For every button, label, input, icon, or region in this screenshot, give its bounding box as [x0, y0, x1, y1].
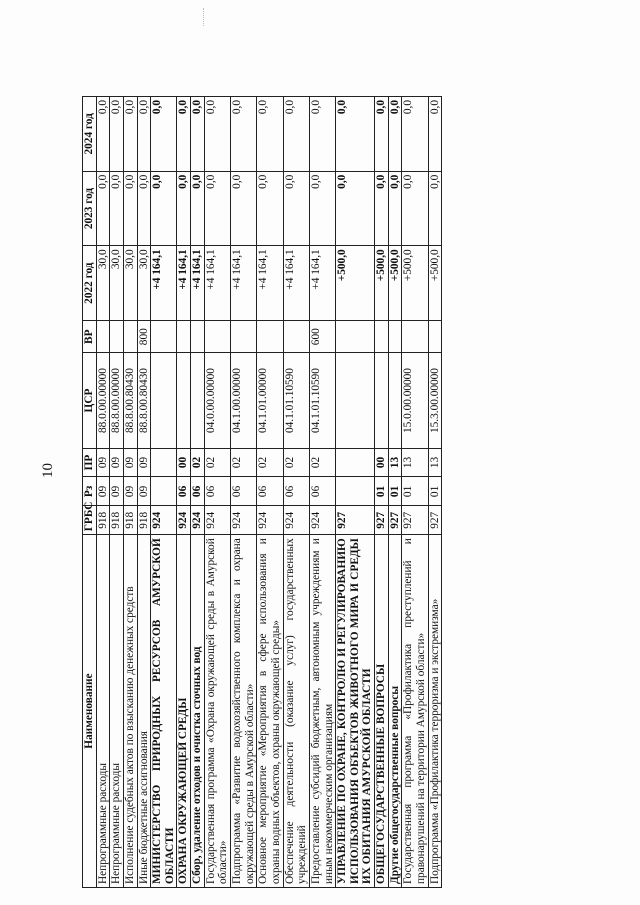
cell-2023: 0,0: [123, 171, 137, 246]
cell-rz: 01: [375, 477, 389, 506]
cell-2022: +500,0: [375, 246, 389, 321]
cell-name: ОБЩЕГОСУДАРСТВЕННЫЕ ВОПРОСЫ: [375, 535, 389, 888]
cell-2023: 0,0: [137, 171, 151, 246]
cell-2022: +4 164,1: [257, 246, 283, 321]
cell-vr: 800: [137, 320, 151, 353]
cell-grbs: 918: [137, 506, 151, 535]
cell-2022: +500,0: [388, 246, 402, 321]
cell-rz: [151, 477, 177, 506]
cell-pr: 02: [257, 448, 283, 477]
cell-2023: 0,0: [110, 171, 124, 246]
cell-grbs: 924: [309, 506, 335, 535]
cell-2024: 0,0: [123, 97, 137, 172]
cell-2024: 0,0: [110, 97, 124, 172]
cell-2022: +4 164,1: [191, 246, 205, 321]
cell-rz: 06: [283, 477, 309, 506]
table-row: [375, 97, 389, 888]
table-row: [283, 97, 309, 888]
cell-2022: +500,0: [402, 246, 428, 321]
cell-2023: 0,0: [177, 171, 191, 246]
cell-name: Государственная программа «Профилактика преступлений и правонарушений на территории Амурской области»: [402, 535, 428, 888]
cell-2023: 0,0: [336, 171, 375, 246]
cell-rz: 06: [177, 477, 191, 506]
table-row: [137, 97, 151, 888]
cell-name: Основное мероприятие «Мероприятия в сфере использования и охраны водных объектов, охраны окружающей среды»: [257, 535, 283, 888]
table-body: [96, 97, 442, 888]
cell-rz: 06: [257, 477, 283, 506]
cell-2023: 0,0: [191, 171, 205, 246]
cell-pr: 00: [177, 448, 191, 477]
table-row: [177, 97, 191, 888]
cell-2022: +4 164,1: [177, 246, 191, 321]
cell-pr: 13: [402, 448, 428, 477]
cell-2024: 0,0: [257, 97, 283, 172]
table-row: [428, 97, 442, 888]
cell-grbs: 918: [123, 506, 137, 535]
cell-2023: 0,0: [375, 171, 389, 246]
cell-pr: 13: [388, 448, 402, 477]
cell-vr: [151, 320, 177, 353]
cell-pr: 09: [110, 448, 124, 477]
cell-2024: 0,0: [428, 97, 442, 172]
cell-csr: 04.1.01.00000: [257, 353, 283, 448]
cell-vr: [177, 320, 191, 353]
cell-2024: 0,0: [177, 97, 191, 172]
cell-csr: 88.8.00.00000: [110, 353, 124, 448]
header-rz: Рз: [83, 477, 97, 506]
cell-rz: 09: [110, 477, 124, 506]
cell-name: ОХРАНА ОКРУЖАЮЩЕЙ СРЕДЫ: [177, 535, 191, 888]
cell-csr: [151, 353, 177, 448]
cell-name: Исполнение судебных актов по взысканию денежных средств: [123, 535, 137, 888]
cell-2023: 0,0: [388, 171, 402, 246]
cell-csr: 04.1.01.10590: [283, 353, 309, 448]
cell-2022: 30,0: [137, 246, 151, 321]
cell-grbs: 924: [257, 506, 283, 535]
cell-vr: [257, 320, 283, 353]
cell-vr: [388, 320, 402, 353]
cell-2022: 30,0: [96, 246, 110, 321]
table-row: [123, 97, 137, 888]
cell-vr: 600: [309, 320, 335, 353]
cell-vr: [375, 320, 389, 353]
table-row: [151, 97, 177, 888]
cell-rz: 06: [191, 477, 205, 506]
budget-table: [82, 96, 442, 888]
table-row: [257, 97, 283, 888]
cell-2023: 0,0: [428, 171, 442, 246]
cell-2024: 0,0: [191, 97, 205, 172]
cell-csr: [375, 353, 389, 448]
cell-pr: [336, 448, 375, 477]
cell-2022: +4 164,1: [309, 246, 335, 321]
cell-vr: [204, 320, 230, 353]
cell-csr: [336, 353, 375, 448]
cell-name: Другие общегосударственные вопросы: [388, 535, 402, 888]
cell-2024: 0,0: [231, 97, 257, 172]
cell-grbs: 924: [204, 506, 230, 535]
cell-grbs: 927: [388, 506, 402, 535]
cell-vr: [110, 320, 124, 353]
cell-grbs: 918: [96, 506, 110, 535]
table-row: [191, 97, 205, 888]
cell-2022: +500,0: [428, 246, 442, 321]
cell-2023: 0,0: [283, 171, 309, 246]
cell-grbs: 918: [110, 506, 124, 535]
cell-2023: 0,0: [204, 171, 230, 246]
cell-2023: 0,0: [309, 171, 335, 246]
header-2023: 2023 год: [83, 171, 97, 246]
cell-rz: 01: [402, 477, 428, 506]
cell-name: Сбор, удаление отходов и очистка сточных вод: [191, 535, 205, 888]
cell-2024: 0,0: [375, 97, 389, 172]
cell-grbs: 924: [231, 506, 257, 535]
cell-csr: 04.0.00.00000: [204, 353, 230, 448]
cell-vr: [402, 320, 428, 353]
cell-pr: 02: [204, 448, 230, 477]
cell-2022: 30,0: [110, 246, 124, 321]
cell-2024: 0,0: [204, 97, 230, 172]
table-row: [402, 97, 428, 888]
cell-2022: +4 164,1: [231, 246, 257, 321]
cell-grbs: 927: [428, 506, 442, 535]
cell-rz: 06: [309, 477, 335, 506]
cell-rz: 01: [428, 477, 442, 506]
rotated-table-container: [82, 96, 442, 888]
cell-2022: +4 164,1: [204, 246, 230, 321]
cell-name: Предоставление субсидий бюджетным, автономным учреждениям и иным некоммерческим организациям: [309, 535, 335, 888]
cell-name: Подпрограмма «Развитие водохозяйственного комплекса и охрана окружающей среды в Амурской области»: [231, 535, 257, 888]
cell-2022: +500,0: [336, 246, 375, 321]
cell-csr: 04.1.01.10590: [309, 353, 335, 448]
cell-pr: 13: [428, 448, 442, 477]
cell-csr: 15.3.00.00000: [428, 353, 442, 448]
cell-2024: 0,0: [137, 97, 151, 172]
cell-vr: [191, 320, 205, 353]
table-row: [204, 97, 230, 888]
header-2024: 2024 год: [83, 97, 97, 172]
cell-vr: [283, 320, 309, 353]
cell-rz: 06: [204, 477, 230, 506]
cell-pr: 02: [283, 448, 309, 477]
cell-name: Непрограммные расходы: [110, 535, 124, 888]
cell-rz: 09: [123, 477, 137, 506]
cell-pr: 00: [375, 448, 389, 477]
cell-name: Государственная программа «Охрана окружающей среды в Амурской области»: [204, 535, 230, 888]
cell-name: МИНИСТЕРСТВО ПРИРОДНЫХ РЕСУРСОВ АМУРСКОЙ ОБЛАСТИ: [151, 535, 177, 888]
cell-name: Иные бюджетные ассигнования: [137, 535, 151, 888]
cell-rz: 09: [96, 477, 110, 506]
cell-name: УПРАВЛЕНИЕ ПО ОХРАНЕ, КОНТРОЛЮ И РЕГУЛИРОВАНИЮ ИСПОЛЬЗОВАНИЯ ОБЪЕКТОВ ЖИВОТНОГО МИРА И СРЕДЫ ИХ ОБИТАНИЯ АМУРСКОЙ ОБЛАСТИ: [336, 535, 375, 888]
cell-pr: 02: [191, 448, 205, 477]
header-name: Наименование: [83, 535, 97, 888]
cell-csr: [177, 353, 191, 448]
cell-2024: 0,0: [388, 97, 402, 172]
cell-pr: 09: [123, 448, 137, 477]
cell-csr: 88.8.00.80430: [123, 353, 137, 448]
cell-vr: [96, 320, 110, 353]
header-csr: ЦСР: [83, 353, 97, 448]
table-row: [336, 97, 375, 888]
cell-name: Обеспечение деятельности (оказание услуг) государственных учреждений: [283, 535, 309, 888]
table-row: [96, 97, 110, 888]
cell-2024: 0,0: [336, 97, 375, 172]
cell-grbs: 924: [177, 506, 191, 535]
cell-2023: 0,0: [96, 171, 110, 246]
table-row: [388, 97, 402, 888]
cell-grbs: 924: [191, 506, 205, 535]
cell-2024: 0,0: [402, 97, 428, 172]
cell-2024: 0,0: [283, 97, 309, 172]
cell-vr: [336, 320, 375, 353]
cell-rz: 01: [388, 477, 402, 506]
cell-csr: [191, 353, 205, 448]
table-row: [231, 97, 257, 888]
header-2022: 2022 год: [83, 246, 97, 321]
cell-rz: [336, 477, 375, 506]
cell-2023: 0,0: [151, 171, 177, 246]
cell-rz: 09: [137, 477, 151, 506]
cell-csr: 04.1.00.00000: [231, 353, 257, 448]
cell-csr: 88.0.00.00000: [96, 353, 110, 448]
cell-2022: +4 164,1: [283, 246, 309, 321]
cell-pr: 09: [137, 448, 151, 477]
header-grbs: ГРБС: [83, 506, 97, 535]
cell-pr: 09: [96, 448, 110, 477]
cell-grbs: 924: [283, 506, 309, 535]
cell-csr: 88.8.00.80430: [137, 353, 151, 448]
cell-csr: 15.0.00.00000: [402, 353, 428, 448]
cell-vr: [428, 320, 442, 353]
cell-2023: 0,0: [402, 171, 428, 246]
cell-2024: 0,0: [309, 97, 335, 172]
cell-rz: 06: [231, 477, 257, 506]
cell-2023: 0,0: [231, 171, 257, 246]
cell-grbs: 927: [402, 506, 428, 535]
cell-vr: [123, 320, 137, 353]
cell-pr: [151, 448, 177, 477]
cell-name: Непрограммные расходы: [96, 535, 110, 888]
header-vr: ВР: [83, 320, 97, 353]
scan-artifact: [203, 8, 205, 26]
table-row: [110, 97, 124, 888]
cell-name: Подпрограмма «Профилактика терроризма и экстремизма»: [428, 535, 442, 888]
cell-2024: 0,0: [151, 97, 177, 172]
cell-grbs: 924: [151, 506, 177, 535]
cell-csr: [388, 353, 402, 448]
cell-2024: 0,0: [96, 97, 110, 172]
table-row: [309, 97, 335, 888]
cell-pr: 02: [309, 448, 335, 477]
cell-grbs: 927: [375, 506, 389, 535]
cell-2023: 0,0: [257, 171, 283, 246]
table-header-row: [83, 97, 97, 888]
cell-vr: [231, 320, 257, 353]
cell-2022: +4 164,1: [151, 246, 177, 321]
cell-2022: 30,0: [123, 246, 137, 321]
cell-grbs: 927: [336, 506, 375, 535]
cell-pr: 02: [231, 448, 257, 477]
header-pr: ПР: [83, 448, 97, 477]
page-number: 10: [40, 463, 56, 478]
